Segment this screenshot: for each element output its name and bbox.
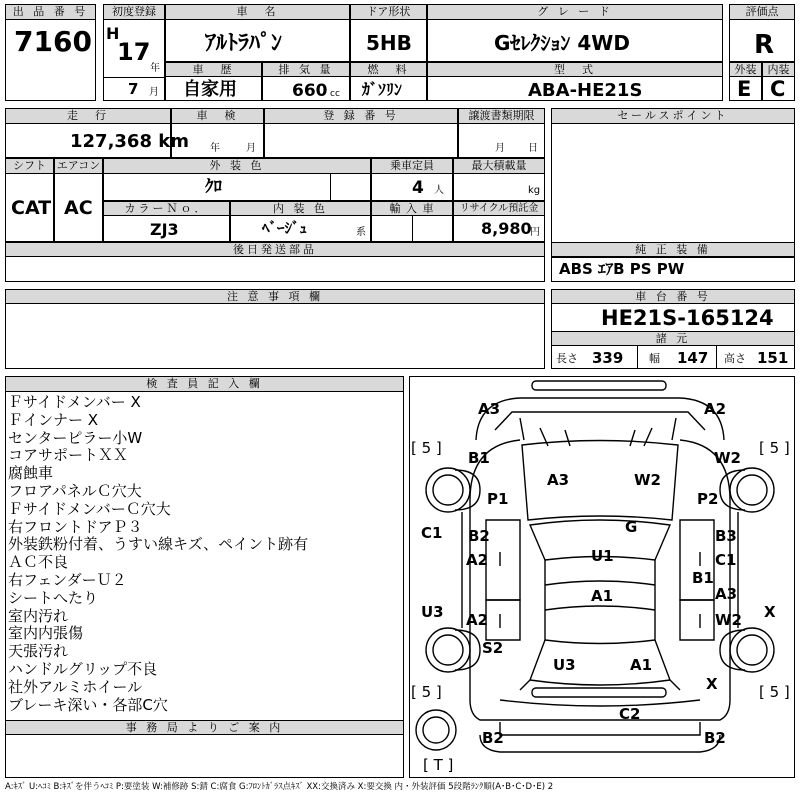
damage-mark: C2 (619, 705, 641, 723)
damage-mark: X (706, 675, 718, 693)
aircon-header: エアコン (54, 158, 103, 174)
first-reg-year: 17 (117, 38, 151, 66)
damage-mark: B1 (468, 449, 490, 467)
shift: CAT (11, 197, 52, 219)
transfer-day-unit: 日 (528, 143, 538, 154)
damage-mark: B2 (482, 729, 504, 747)
damage-mark: P2 (697, 490, 719, 508)
ext-color-header: 外 装 色 (103, 158, 371, 174)
damage-mark: B2 (468, 527, 490, 545)
note-line: ＦサイドメンバーＣ穴大 (8, 499, 171, 518)
damage-mark: B2 (704, 729, 726, 747)
capacity: 4 (412, 178, 424, 198)
interior-header: 内装 (762, 62, 795, 77)
damage-mark: W2 (714, 449, 741, 467)
damage-mark: W2 (715, 611, 742, 629)
damage-mark: U3 (421, 603, 444, 621)
damage-mark: A2 (704, 400, 727, 418)
chassis-header: 車 台 番 号 (551, 289, 795, 304)
first-reg-era: H (106, 24, 120, 43)
displacement: 660 (292, 81, 328, 101)
dim-height-label: 高さ (724, 352, 746, 365)
first-reg-month: 7 (128, 80, 139, 98)
shift-header: シフト (5, 158, 54, 174)
dimensions-header: 諸 元 (551, 331, 795, 346)
note-line: フロアパネルＣ穴大 (8, 481, 142, 500)
inspection-header: 車 検 (171, 108, 264, 124)
exterior-score: E (737, 77, 752, 101)
damage-mark: A3 (478, 400, 501, 418)
chassis-no: HE21S-165124 (601, 306, 774, 330)
note-line: ブレーキ深い・各部C穴 (8, 695, 168, 714)
dim-height: 151 (757, 349, 789, 367)
ext-color: ｸﾛ (205, 177, 222, 197)
damage-mark: G (625, 518, 638, 536)
legend: A:ｷｽﾞ U:ﾍｺﾐ B:ｷｽﾞを伴うﾍｺﾐ P:要塗装 W:補修跡 S:錆 C:腐食 G:ﾌﾛﾝﾄｶﾞﾗｽ点ｷｽﾞ XX:交換済み X:要交換 内・外装評価 5段階ﾗﾝｸ順(A･B･C･D･E) 2 (5, 782, 554, 792)
color-no: ZJ3 (150, 220, 179, 239)
note-line: 室内汚れ (8, 606, 69, 625)
reg-no-header: 登 録 番 号 (264, 108, 458, 124)
displacement-unit: cc (330, 89, 340, 99)
door-header: ドア形状 (350, 4, 427, 20)
int-color-unit: 系 (356, 227, 366, 238)
aircon: AC (64, 197, 93, 219)
first-reg-year-unit: 年 (150, 63, 160, 74)
damage-mark: A1 (630, 656, 653, 674)
grade-header: グ レ ー ド (427, 4, 723, 20)
recycle-header: リサイクル預託金 (453, 201, 545, 216)
tire-rr: [ 5 ] (759, 683, 790, 701)
door-type: 5HB (366, 31, 412, 55)
damage-mark: U3 (553, 656, 576, 674)
damage-mark: A2 (466, 611, 489, 629)
dim-length-label: 長さ (556, 352, 578, 365)
damage-mark: P1 (487, 490, 509, 508)
model-code: ABA-HE21S (528, 80, 643, 101)
fuel-header: 燃 料 (350, 62, 427, 77)
color-no-header: カラーＮｏ． (103, 201, 230, 216)
damage-mark: A3 (547, 471, 570, 489)
score-header: 評価点 (729, 4, 795, 20)
damage-mark: W2 (634, 471, 661, 489)
transfer-header: 譲渡書類期限 (458, 108, 545, 124)
note-line: 社外アルミホイール (8, 677, 143, 696)
note-line: 右フロントドアＰ３ (8, 517, 143, 536)
note-line: 天張汚れ (8, 642, 69, 661)
note-line: コアサポートＸＸ (8, 446, 129, 465)
dim-width-label: 幅 (649, 352, 660, 365)
car-name: ｱﾙﾄﾗﾊﾟﾝ (205, 31, 283, 56)
spare-tire: [ T ] (423, 756, 454, 774)
damage-mark: S2 (482, 639, 504, 657)
tire-fl: [ 5 ] (411, 439, 442, 457)
note-line: ハンドルグリップ不良 (8, 659, 158, 678)
capacity-unit: 人 (434, 185, 444, 196)
lot-no-header: 出 品 番 号 (5, 4, 96, 20)
damage-mark: A3 (715, 585, 738, 603)
note-line: Ｆサイドメンバー X (8, 393, 141, 411)
first-reg-header: 初度登録 (103, 4, 165, 20)
displacement-header: 排 気 量 (262, 62, 350, 77)
note-line: センターピラー小W (8, 428, 143, 447)
max-load-unit: kg (528, 185, 541, 196)
int-color-header: 内 装 色 (230, 201, 371, 216)
note-line: 室内内張傷 (8, 624, 84, 643)
mileage-header: 走 行 (5, 108, 171, 124)
note-line: ＡＣ不良 (8, 553, 69, 572)
mileage: 127,368 km (70, 131, 189, 152)
model-code-header: 型 式 (427, 62, 723, 77)
score: R (754, 30, 775, 60)
later-parts-header: 後日発送部品 (5, 242, 545, 257)
first-reg-month-unit: 月 (149, 87, 159, 98)
history-header: 車 歴 (165, 62, 262, 77)
damage-mark: C1 (715, 551, 737, 569)
int-color: ﾍﾞｰｼﾞｭ (262, 219, 308, 237)
damage-mark: X (764, 603, 776, 621)
recycle: 8,980 (481, 219, 532, 238)
exterior-header: 外装 (729, 62, 762, 77)
damage-mark: A2 (466, 551, 489, 569)
tire-fr: [ 5 ] (759, 439, 790, 457)
fuel: ｶﾞｿﾘﾝ (362, 80, 403, 99)
inspection-month-unit: 月 (246, 143, 256, 154)
capacity-header: 乗車定員 (371, 158, 453, 174)
damage-mark: C1 (421, 524, 443, 542)
inspection-year-unit: 年 (210, 143, 220, 154)
genuine-equip: ABS ｴｱB PS PW (559, 260, 685, 278)
damage-mark: B1 (692, 569, 714, 587)
dim-width: 147 (677, 349, 709, 367)
note-line: 腐蝕車 (8, 464, 54, 483)
grade: Gｾﾚｸｼｮﾝ 4WD (494, 31, 630, 55)
sales-point-header: セールスポイント (551, 108, 795, 124)
inspector-header: 検 査 員 記 入 欄 (5, 376, 404, 392)
car-name-header: 車 名 (165, 4, 350, 20)
office-header: 事 務 局 よ り ご 案 内 (5, 720, 404, 735)
transfer-month-unit: 月 (495, 143, 505, 154)
genuine-equip-header: 純 正 装 備 (551, 242, 795, 257)
note-line: 右フェンダーＵ２ (8, 570, 127, 589)
notes-header: 注 意 事 項 欄 (5, 289, 545, 304)
dim-length: 339 (592, 349, 624, 367)
tire-rl: [ 5 ] (411, 683, 442, 701)
recycle-unit: 円 (530, 227, 540, 238)
note-line: 外装鉄粉付着、うすい線キズ、ペイント跡有 (8, 535, 309, 554)
note-line: シートへたり (8, 588, 99, 607)
damage-mark: A1 (591, 587, 614, 605)
damage-mark: U1 (591, 547, 614, 565)
import-header: 輸 入 車 (371, 201, 453, 216)
note-line: Ｆインナー X (8, 410, 99, 429)
damage-mark: B3 (715, 527, 737, 545)
interior-score: C (770, 77, 786, 101)
lot-no: 7160 (14, 25, 92, 58)
max-load-header: 最大積載量 (453, 158, 545, 174)
history: 自家用 (183, 79, 237, 100)
